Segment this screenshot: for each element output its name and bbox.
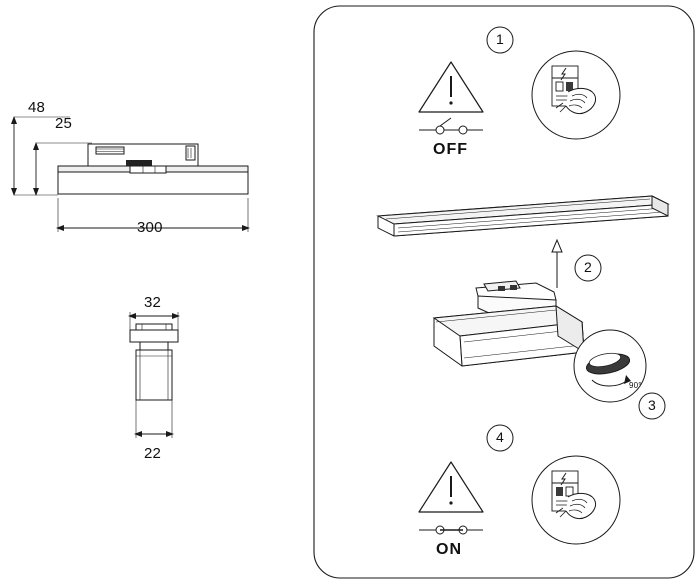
dimension-width-bottom: [134, 400, 174, 438]
dimension-label-length: 300: [137, 219, 163, 236]
dimension-label-height-total: 48: [28, 99, 46, 116]
side-view-drawing: [58, 144, 248, 194]
front-view-drawing: [130, 324, 178, 400]
dimension-label-width-bottom: 22: [144, 445, 162, 462]
dimension-label-width-top: 32: [144, 294, 162, 311]
step-number-1: 1: [496, 31, 504, 47]
rotation-angle-label: 90°: [629, 381, 642, 390]
step-number-2: 2: [584, 259, 592, 275]
step-label-on: ON: [436, 541, 462, 558]
step-label-off: OFF: [433, 141, 468, 158]
step-number-4: 4: [496, 429, 504, 445]
dimension-label-height-body: 25: [55, 115, 73, 132]
step-number-3: 3: [648, 397, 656, 413]
